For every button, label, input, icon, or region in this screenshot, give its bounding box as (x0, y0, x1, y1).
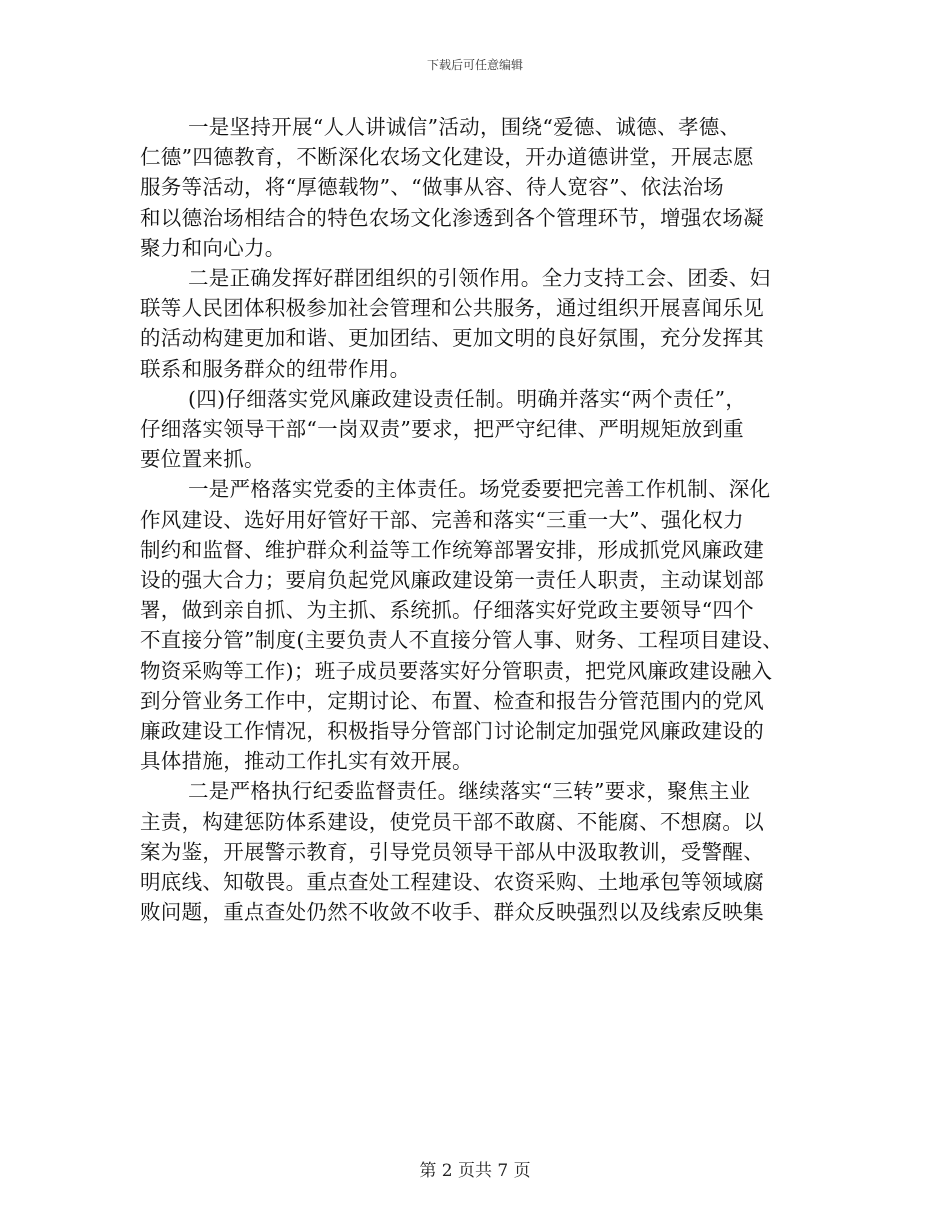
paragraph-line: 仁德”四德教育，不断深化农场文化建设，开办道德讲堂，开展志愿 (140, 145, 754, 170)
paragraph-line: (四)仔细落实党风廉政建设责任制。明确并落实“两个责任”， (188, 386, 747, 411)
paragraph-line: 设的强大合力；要肩负起党风廉政建设第一责任人职责，主动谋划部 (140, 568, 764, 593)
paragraph-line: 聚力和向心力。 (140, 235, 286, 260)
paragraph (140, 112, 820, 263)
page-header-note: 下载后可任意编辑 (426, 58, 523, 72)
paragraph (140, 474, 820, 776)
paragraph-line: 到分管业务工作中，定期讨论、布置、检查和报告分管范围内的党风 (140, 688, 764, 713)
paragraph-line: 案为鉴，开展警示教育，引导党员领导干部从中汲取教训，受警醒、 (140, 839, 764, 864)
document-body (140, 112, 820, 927)
paragraph-line: 服务等活动，将“厚德载物”、“做事从容、待人宽容”、依法治场 (140, 175, 724, 200)
paragraph-line: 署，做到亲自抓、为主抓、系统抓。仔细落实好党政主要领导“四个 (140, 598, 754, 623)
paragraph-line: 要位置来抓。 (140, 447, 265, 472)
paragraph-line: 二是严格执行纪委监督责任。继续落实“三转”要求，聚焦主业 (188, 779, 751, 804)
paragraph-line: 仔细落实领导干部“一岗双责”要求，把严守纪律、严明规矩放到重 (140, 417, 744, 442)
paragraph-line: 廉政建设工作情况，积极指导分管部门讨论制定加强党风廉政建设的 (140, 719, 764, 744)
paragraph-line: 具体措施，推动工作扎实有效开展。 (140, 749, 473, 774)
paragraph-line: 联系和服务群众的纽带作用。 (140, 356, 411, 381)
paragraph-line: 一是坚持开展“人人讲诚信”活动，围绕“爱德、诚德、孝德、 (188, 115, 741, 139)
paragraph-line: 联等人民团体积极参加社会管理和公共服务，通过组织开展喜闻乐见 (140, 296, 764, 321)
paragraph-line: 主责，构建惩防体系建设，使党员干部不敢腐、不能腐、不想腐。以 (140, 809, 764, 834)
paragraph-line: 的活动构建更加和谐、更加团结、更加文明的良好氛围，充分发挥其 (140, 326, 764, 351)
paragraph (140, 384, 820, 475)
page-number: 第 2 页共 7 页 (419, 1161, 531, 1181)
paragraph-line: 不直接分管”制度(主要负责人不直接分管人事、财务、工程项目建设、 (140, 628, 784, 653)
paragraph-line: 制约和监督、维护群众利益等工作统筹部署安排，形成抓党风廉政建 (140, 537, 764, 562)
paragraph-line: 明底线、知敬畏。重点查处工程建设、农资采购、土地承包等领域腐 (140, 870, 764, 895)
paragraph-line: 二是正确发挥好群团组织的引领作用。全力支持工会、团委、妇 (188, 266, 771, 291)
paragraph (140, 263, 820, 384)
paragraph-line: 物资采购等工作)；班子成员要落实好分管职责，把党风廉政建设融入 (140, 658, 773, 683)
paragraph-line: 和以德治场相结合的特色农场文化渗透到各个管理环节，增强农场凝 (140, 205, 764, 230)
paragraph-line: 一是严格落实党委的主体责任。场党委要把完善工作机制、深化 (188, 477, 771, 502)
paragraph-line: 作风建设、选好用好管好干部、完善和落实“三重一大”、强化权力 (140, 507, 744, 532)
paragraph-line: 败问题，重点查处仍然不收敛不收手、群众反映强烈以及线索反映集 (140, 900, 764, 925)
paragraph (140, 776, 820, 927)
